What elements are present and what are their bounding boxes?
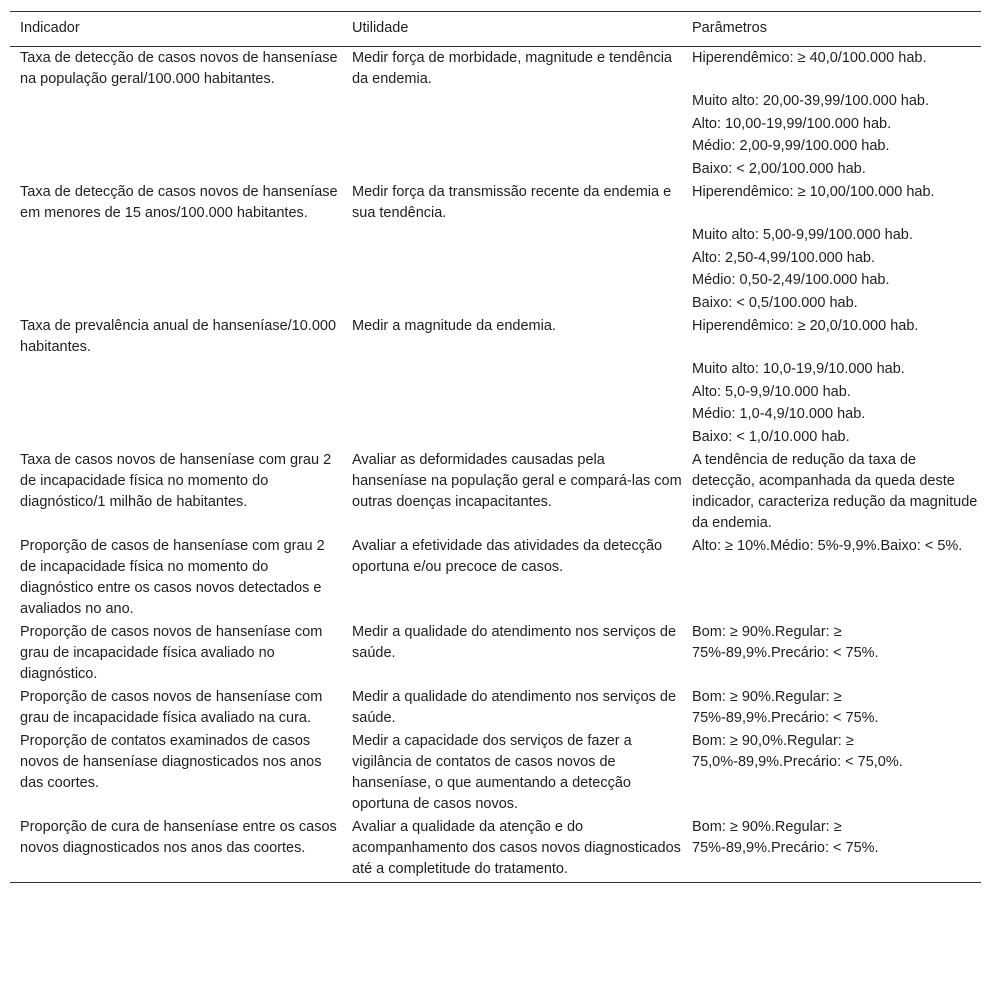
parametro-line: Bom: ≥ 90%.Regular: ≥ 75%-89,9%.Precário: < 75%. bbox=[692, 689, 879, 726]
cell-parametros bbox=[682, 730, 981, 816]
cell-indicador: Proporção de casos de hanseníase com grau 2 de incapacidade física no momento do diagnóstico entre os casos novos detectados e avaliados no ano. bbox=[20, 538, 325, 617]
cell-indicador: Proporção de contatos examinados de casos novos de hanseníase diagnosticados nos anos das coortes. bbox=[20, 733, 322, 791]
table-row bbox=[10, 816, 981, 883]
cell-indicador: Taxa de detecção de casos novos de hanseníase em menores de 15 anos/100.000 habitantes. bbox=[20, 184, 338, 221]
table-row bbox=[10, 730, 981, 816]
cell-utilidade: Medir a magnitude da endemia. bbox=[352, 318, 556, 334]
table-row bbox=[10, 449, 981, 535]
parametro-spacer bbox=[692, 203, 981, 224]
header-utilidade: Utilidade bbox=[342, 12, 682, 47]
parametro-line: Médio: 0,50-2,49/100.000 hab. bbox=[692, 272, 890, 288]
cell-utilidade: Medir força da transmissão recente da endemia e sua tendência. bbox=[352, 184, 672, 221]
parametro-line: Alto: 5,0-9,9/10.000 hab. bbox=[692, 383, 851, 400]
cell-utilidade: Avaliar a efetividade das atividades da detecção oportuna e/ou precoce de casos. bbox=[352, 538, 663, 575]
parametro-line: Alto: 2,50-4,99/100.000 hab. bbox=[692, 249, 876, 266]
cell-indicador: Proporção de casos novos de hanseníase com grau de incapacidade física avaliado na cura. bbox=[20, 689, 323, 726]
table-row bbox=[10, 315, 981, 449]
cell-parametros bbox=[682, 621, 981, 686]
cell-parametros bbox=[682, 535, 981, 621]
parametro-line: Hiperendêmico: ≥ 20,0/10.000 hab. bbox=[692, 318, 919, 334]
table-row bbox=[10, 47, 981, 182]
cell-indicador: Proporção de casos novos de hanseníase com grau de incapacidade física avaliado no diagnóstico. bbox=[20, 624, 323, 682]
parametro-line: Médio: 2,00-9,99/100.000 hab. bbox=[692, 138, 890, 154]
header-indicador: Indicador bbox=[10, 12, 342, 47]
parametro-line: Hiperendêmico: ≥ 40,0/100.000 hab. bbox=[692, 50, 927, 66]
table-row bbox=[10, 686, 981, 730]
parametro-line: Baixo: < 1,0/10.000 hab. bbox=[692, 428, 850, 445]
parametro-line: Muito alto: 10,0-19,9/10.000 hab. bbox=[692, 361, 905, 377]
parametro-line: Baixo: < 0,5/100.000 hab. bbox=[692, 294, 858, 311]
cell-parametros bbox=[682, 449, 981, 535]
parametro-line: Bom: ≥ 90,0%.Regular: ≥ 75,0%-89,9%.Precário: < 75,0%. bbox=[692, 733, 903, 770]
cell-utilidade: Medir a capacidade dos serviços de fazer a vigilância de contatos de casos novos de hanseníase, o que aumentando a detecção oportuna de casos novos. bbox=[352, 733, 632, 812]
cell-parametros bbox=[682, 686, 981, 730]
parametro-line: Hiperendêmico: ≥ 10,00/100.000 hab. bbox=[692, 184, 935, 200]
cell-indicador: Taxa de casos novos de hanseníase com grau 2 de incapacidade física no momento do diagnóstico/1 milhão de habitantes. bbox=[20, 452, 332, 510]
parametro-line: Baixo: < 2,00/100.000 hab. bbox=[692, 160, 866, 177]
cell-parametros bbox=[682, 315, 981, 449]
table-body bbox=[10, 47, 981, 883]
cell-indicador: Taxa de prevalência anual de hanseníase/10.000 habitantes. bbox=[20, 318, 337, 355]
cell-parametros bbox=[682, 181, 981, 315]
cell-indicador: Proporção de cura de hanseníase entre os casos novos diagnosticados nos anos das coortes. bbox=[10, 816, 342, 883]
parametro-line: Bom: ≥ 90%.Regular: ≥ 75%-89,9%.Precário: < 75%. bbox=[692, 819, 879, 856]
header-row bbox=[10, 12, 981, 47]
cell-utilidade: Avaliar a qualidade da atenção e do acompanhamento dos casos novos diagnosticados até a completitude do tratamento. bbox=[342, 816, 682, 883]
cell-parametros bbox=[682, 816, 981, 883]
parametro-line: Médio: 1,0-4,9/10.000 hab. bbox=[692, 406, 866, 422]
parametro-line: A tendência de redução da taxa de detecção, acompanhada da queda deste indicador, caracteriza redução da magnitude da endemia. bbox=[692, 452, 978, 531]
parametro-line: Muito alto: 20,00-39,99/100.000 hab. bbox=[692, 93, 930, 109]
cell-utilidade: Avaliar as deformidades causadas pela hanseníase na população geral e compará-las com outras doenças incapacitantes. bbox=[352, 452, 682, 510]
cell-utilidade: Medir a qualidade do atendimento nos serviços de saúde. bbox=[352, 624, 677, 661]
cell-utilidade: Medir força de morbidade, magnitude e tendência da endemia. bbox=[352, 50, 672, 87]
parametro-line: Alto: ≥ 10%.Médio: 5%-9,9%.Baixo: < 5%. bbox=[692, 538, 963, 554]
parametro-line: Alto: 10,00-19,99/100.000 hab. bbox=[692, 115, 892, 132]
cell-indicador: Taxa de detecção de casos novos de hanseníase na população geral/100.000 habitantes. bbox=[20, 50, 338, 87]
cell-parametros bbox=[682, 47, 981, 182]
table-row bbox=[10, 181, 981, 315]
parametro-spacer bbox=[692, 337, 981, 358]
parametro-line: Muito alto: 5,00-9,99/100.000 hab. bbox=[692, 227, 913, 243]
parametro-line: Bom: ≥ 90%.Regular: ≥ 75%-89,9%.Precário: < 75%. bbox=[692, 624, 879, 661]
header-parametros: Parâmetros bbox=[682, 12, 981, 47]
table-row bbox=[10, 621, 981, 686]
parametro-spacer bbox=[692, 69, 981, 90]
cell-utilidade: Medir a qualidade do atendimento nos serviços de saúde. bbox=[352, 689, 677, 726]
table-row bbox=[10, 535, 981, 621]
indicators-table bbox=[10, 11, 981, 883]
